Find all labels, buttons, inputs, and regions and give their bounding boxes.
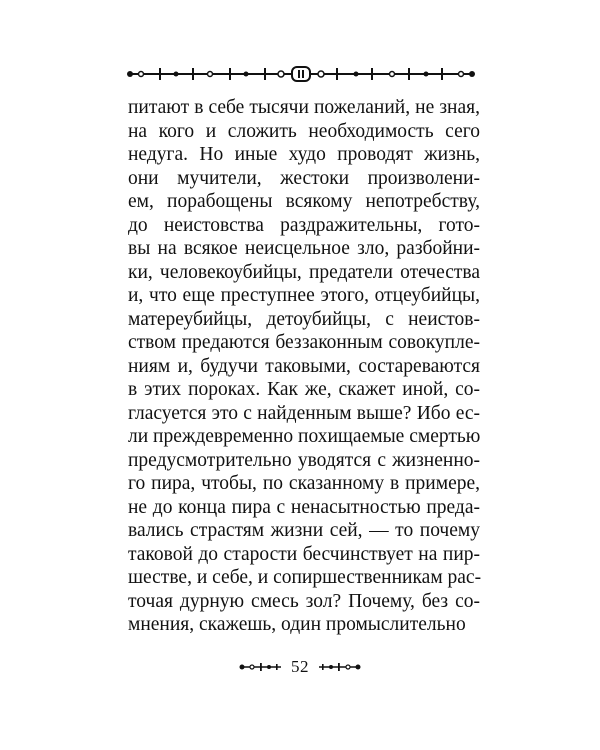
text-line: предусмотрительно уводятся с жизненно- (128, 449, 480, 471)
text-line: го пира, чтобы, по сказанному в примере, (128, 473, 480, 494)
text-line: ством предаются беззаконным совокупле- (128, 332, 480, 353)
text-line: недуга. Но иные худо проводят жизнь, (128, 144, 480, 165)
text-line: гласуется это с найденным выше? Ибо ес- (128, 402, 480, 424)
text-line: они мучители, жестоки произволени- (128, 167, 480, 189)
top-ornament-divider (126, 64, 476, 84)
text-line: мнения, скажешь, один промыслительно (128, 614, 466, 635)
text-line: и, что еще преступнее этого, отцеубийцы, (128, 285, 480, 306)
text-line: шестве, и себе, и сопиршественникам рас- (128, 567, 482, 588)
text-line: на кого и сложить необходимость сего (128, 120, 480, 142)
left-footer-ornament (239, 662, 283, 672)
text-line: вы на всякое неисцельное зло, разбойни- (128, 238, 480, 259)
text-line: таковой до старости бесчинствует на пир- (128, 543, 480, 565)
text-line: питают в себе тысячи пожеланий, не зная, (128, 97, 480, 118)
text-line: матереубийцы, детоубийцы, с неистов- (128, 308, 480, 330)
text-line: ниям и, будучи таковыми, состареваются (128, 355, 480, 377)
text-line: до неистовства раздражительны, гото- (128, 214, 480, 236)
text-line: ем, порабощены всякому непотребству, (128, 191, 480, 212)
page-footer (0, 654, 600, 680)
text-line: в этих пороках. Как же, скажет иной, со- (128, 379, 480, 400)
text-line: ли преждевременно похищаемые смертью (128, 426, 481, 447)
text-line: вались страстям жизни сей, — то почему (128, 520, 480, 541)
right-footer-ornament (317, 662, 361, 672)
text-line: не до конца пира с ненасытностью преда- (128, 496, 480, 518)
text-line: ки, человекоубийцы, предатели отечества (128, 261, 480, 283)
body-text (128, 96, 480, 637)
text-line: точая дурную смесь зол? Почему, без со- (128, 590, 480, 612)
page-number: 52 (291, 657, 309, 676)
